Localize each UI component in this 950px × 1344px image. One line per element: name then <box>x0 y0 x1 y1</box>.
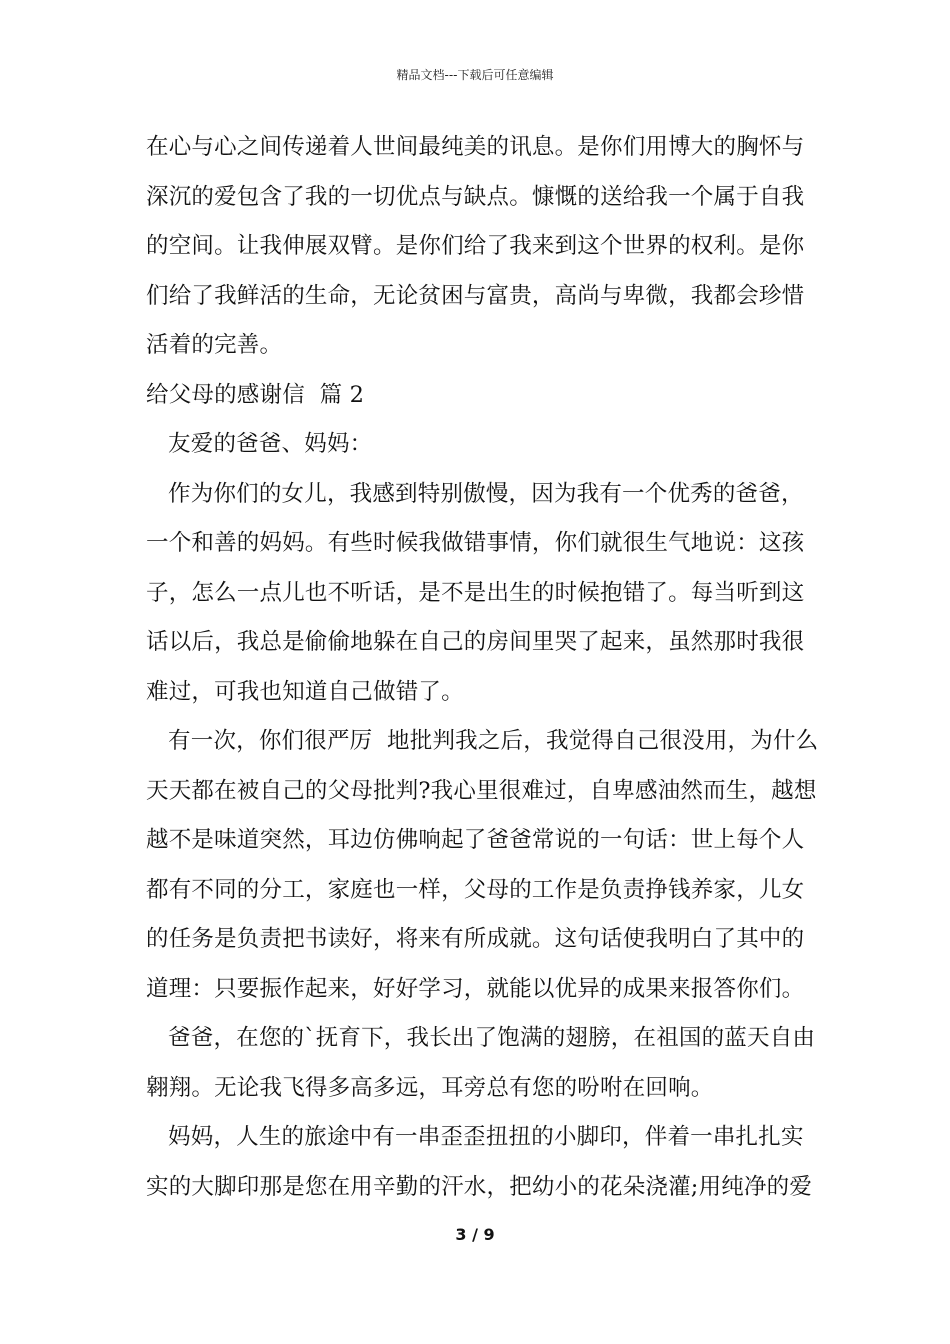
page-header: 精品文档---下载后可任意编辑 <box>396 68 554 82</box>
text-line: 都有不同的分工，家庭也一样，父母的工作是负责挣钱养家，儿女 <box>146 876 805 903</box>
text-line: 们给了我鲜活的生命，无论贫困与富贵，高尚与卑微，我都会珍惜 <box>146 282 805 309</box>
text-line: 道理：只要振作起来，好好学习，就能以优异的成果来报答你们。 <box>146 975 805 1002</box>
text-line: 越不是味道突然，耳边仿佛响起了爸爸常说的一句话：世上每个人 <box>146 827 805 853</box>
text-line: 深沉的爱包含了我的一切优点与缺点。慷慨的送给我一个属于自我 <box>146 183 805 210</box>
text-line: 的空间。让我伸展双臂。是你们给了我来到这个世界的权利。是你 <box>146 233 805 259</box>
text-line: 活着的完善。 <box>146 332 283 358</box>
text-line: 妈妈，人生的旅途中有一串歪歪扭扭的小脚印，伴着一串扎扎实 <box>146 1124 804 1150</box>
document-body <box>146 123 819 1212</box>
text-line: 爸爸，在您的`抚育下，我长出了饱满的翅膀，在祖国的蓝天自由 <box>146 1025 816 1051</box>
text-line: 作为你们的女儿，我感到特别傲慢，因为我有一个优秀的爸爸， <box>146 480 804 507</box>
text-line: 的任务是负责把书读好，将来有所成就。这句话使我明白了其中的 <box>146 926 805 952</box>
text-line: 在心与心之间传递着人世间最纯美的讯息。是你们用博大的胸怀与 <box>146 134 805 160</box>
section-heading: 给父母的感谢信 篇 2 <box>146 381 365 408</box>
page-number: 3 / 9 <box>455 1225 495 1244</box>
text-line: 天天都在被自己的父母批判?我心里很难过，自卑感油然而生，越想 <box>146 777 817 804</box>
salutation: 友爱的爸爸、妈妈： <box>146 431 373 457</box>
text-line: 翱翔。无论我飞得多高多远，耳旁总有您的吩咐在回响。 <box>146 1074 714 1101</box>
text-line: 实的大脚印那是您在用辛勤的汗水，把幼小的花朵浇灌;用纯净的爱 <box>146 1173 813 1200</box>
text-line: 一个和善的妈妈。有些时候我做错事情，你们就很生气地说：这孩 <box>146 530 805 556</box>
text-line: 难过，可我也知道自己做错了。 <box>146 678 464 705</box>
text-line: 有一次，你们很严厉 地批判我之后，我觉得自己很没用，为什么 <box>146 728 819 754</box>
text-line: 子，怎么一点儿也不听话，是不是出生的时候抱错了。每当听到这 <box>146 579 805 606</box>
text-line: 话以后，我总是偷偷地躲在自己的房间里哭了起来，虽然那时我很 <box>146 629 805 655</box>
